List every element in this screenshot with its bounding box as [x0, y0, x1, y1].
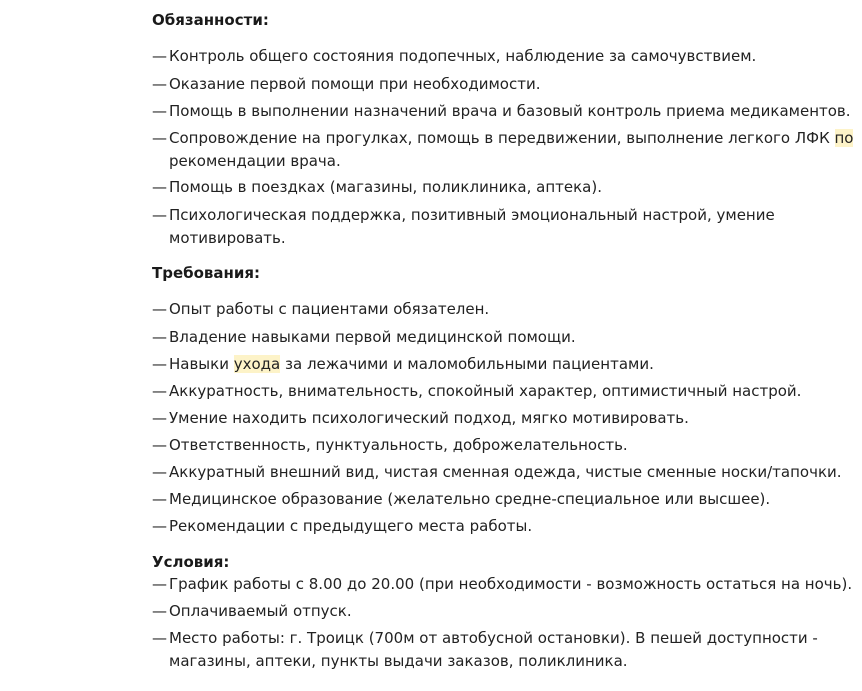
list-item: — Аккуратность, внимательность, спокойный характер, оптимистичный настрой. — [152, 380, 852, 403]
list-item: — Аккуратный внешний вид, чистая сменная одежда, чистые сменные носки/тапочки. — [152, 461, 852, 484]
bullet-dash: — — [152, 575, 167, 593]
list-item: — Владение навыками первой медицинской помощи. — [152, 326, 852, 349]
list-item: — Медицинское образование (желательно средне-специальное или высшее). — [152, 488, 852, 511]
list-item: — Место работы: г. Троицк (700м от автобусной остановки). В пешей доступности - магазины, аптеки, пункты выдачи заказов, поликлиника. — [152, 629, 818, 670]
list-item: — График работы с 8.00 до 20.00 (при необходимости - возможность остаться на ночь). — [152, 573, 852, 596]
list-item: — Сопровождение на прогулках, помощь в передвижении, выполнение легкого ЛФК по рекомендации врача. — [152, 129, 854, 170]
list-item: — Психологическая поддержка, позитивный эмоциональный настрой, умение мотивировать. — [152, 206, 775, 247]
highlighted-word: ухода — [233, 355, 281, 373]
list-item: — Опыт работы с пациентами обязателен. — [152, 298, 852, 321]
bullet-dash: — — [152, 602, 167, 620]
list-item: — Помощь в выполнении назначений врача и базовый контроль приема медикаментов. — [152, 100, 852, 123]
bullet-dash: — — [152, 629, 167, 647]
bullet-dash: — — [152, 300, 167, 318]
bullet-dash: — — [152, 490, 167, 508]
section-heading-requirements: Требования: — [152, 264, 261, 282]
bullet-dash: — — [152, 463, 167, 481]
bullet-dash: — — [152, 129, 167, 147]
list-item: — Умение находить психологический подход, мягко мотивировать. — [152, 407, 852, 430]
bullet-dash: — — [152, 47, 167, 65]
bullet-dash: — — [152, 102, 167, 120]
section-heading-duties: Обязанности: — [152, 11, 269, 29]
list-item: — Навыки ухода за лежачими и маломобильными пациентами. — [152, 353, 852, 376]
bullet-dash: — — [152, 409, 167, 427]
list-item: — Рекомендации с предыдущего места работы. — [152, 515, 852, 538]
list-item: — Контроль общего состояния подопечных, наблюдение за самочувствием. — [152, 45, 852, 68]
bullet-dash: — — [152, 355, 167, 373]
list-item: — Помощь в поездках (магазины, поликлиника, аптека). — [152, 176, 852, 199]
section-heading-conditions: Условия: — [152, 553, 230, 571]
bullet-dash: — — [152, 75, 167, 93]
list-item: — Оплачиваемый отпуск. — [152, 600, 852, 623]
bullet-dash: — — [152, 382, 167, 400]
bullet-dash: — — [152, 328, 167, 346]
list-item: — Оказание первой помощи при необходимости. — [152, 73, 852, 96]
bullet-dash: — — [152, 517, 167, 535]
bullet-dash: — — [152, 436, 167, 454]
list-item: — Ответственность, пунктуальность, доброжелательность. — [152, 434, 852, 457]
bullet-dash: — — [152, 178, 167, 196]
highlighted-word: по — [834, 129, 854, 147]
bullet-dash: — — [152, 206, 167, 224]
